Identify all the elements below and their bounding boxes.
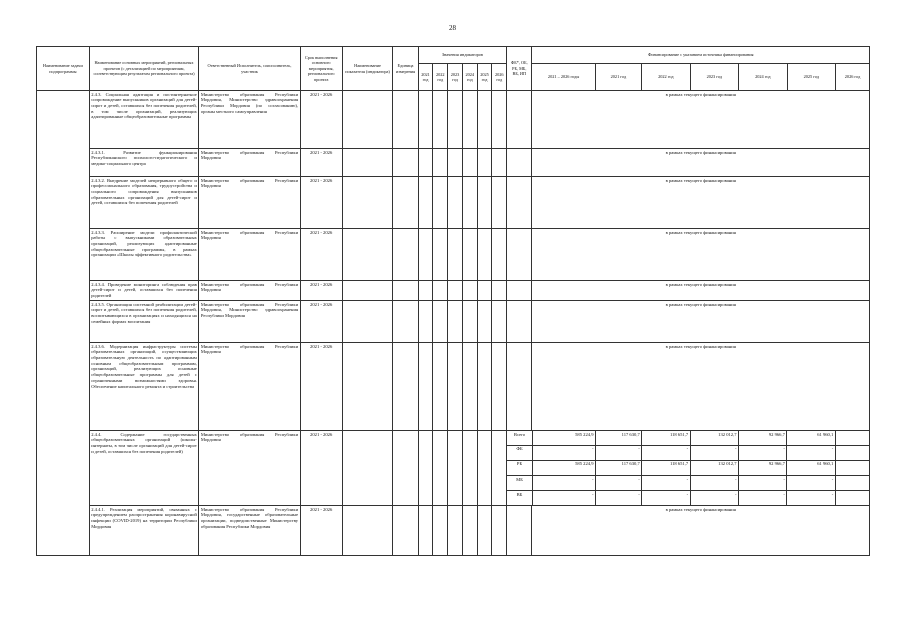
responsible-cell: Министерство образования Республики Мордовия xyxy=(199,281,300,301)
table-row xyxy=(37,281,870,301)
fin-year-header: 2026 год xyxy=(836,64,870,91)
activity-cell: 2.4.4. Содержание государственных общеобразовательных организаций (школы-интернаты, в том числе организаций для детей-сирот и детей, оставшихся без попечения родителей) xyxy=(89,431,199,506)
header-responsible: Ответственный Исполнитель, соисполнитель, участник xyxy=(199,47,300,91)
budget-empty xyxy=(835,445,869,460)
budget-value: - xyxy=(739,445,787,460)
budget-value: - xyxy=(690,491,738,505)
activity-cell: 2.4.3.2. Внедрение моделей непрерывного общего и профессионального образования, трудоустройства и социального сопровождения выпускников образовательных организаций для детей-сирот и детей, оставшихся без попечения родителей xyxy=(89,177,199,229)
budget-empty xyxy=(835,460,869,475)
budget-table xyxy=(507,431,869,505)
budget-row xyxy=(507,460,869,475)
budget-source: Всего xyxy=(507,431,532,445)
budget-source: РБ xyxy=(507,460,532,475)
budget-value: 92 966,7 xyxy=(739,431,787,445)
financing-cell: в рамках текущего финансирования xyxy=(532,149,870,177)
financing-cell: в рамках текущего финансирования xyxy=(532,281,870,301)
year-header: 2024 год xyxy=(462,64,477,91)
financing-cell: в рамках текущего финансирования xyxy=(532,343,870,431)
table-row xyxy=(37,343,870,431)
budget-value: 132 012,7 xyxy=(690,460,738,475)
period-cell: 2021 - 2026 xyxy=(300,301,342,343)
responsible-cell: Министерство образования Республики Мордовия, государственные образовательные организации, подведомственные Министерству образования Республики Мордовия xyxy=(199,506,300,556)
fin-year-header: 2025 год xyxy=(787,64,836,91)
budget-value: - xyxy=(596,445,642,460)
budget-value: 132 012,7 xyxy=(690,431,738,445)
page-number: 28 xyxy=(449,24,456,32)
fin-year-header: 2024 год xyxy=(739,64,788,91)
budget-value: 92 966,7 xyxy=(739,460,787,475)
table-row xyxy=(37,177,870,229)
activity-cell: 2.4.3.6. Модернизация инфраструктуры системы образовательных организаций, осуществляющих образовательную деятельность по адаптированным основным общеобразовательным программам, организаций, реализующих основные общеобразовательные программы для детей с ограниченными возможностями здоровья. Обеспечение капитального ремонта и строительства xyxy=(89,343,199,431)
year-header: 2021 год xyxy=(418,64,433,91)
table-row xyxy=(37,506,870,556)
budget-value: 61 960,1 xyxy=(787,460,835,475)
budget-empty xyxy=(835,491,869,505)
budget-value: - xyxy=(642,445,690,460)
header-indicator: Наименование показателя (индикатора) xyxy=(342,47,393,91)
activity-cell: 2.4.3.1. Развитие функционирования Республиканского психолого-педагогического и медико-социального центра xyxy=(89,149,199,177)
financing-cell: в рамках текущего финансирования xyxy=(532,177,870,229)
activity-cell: 2.4.3.4. Проведение мониторинга соблюдения прав детей-сирот и детей, оставшихся без попечения родителей xyxy=(89,281,199,301)
responsible-cell: Министерство образования Республики Мордовия xyxy=(199,177,300,229)
budget-value: - xyxy=(532,476,595,491)
budget-value: - xyxy=(787,491,835,505)
task-cell xyxy=(37,91,90,556)
activity-cell: 2.4.3.5. Организация системной реабилитации детей-сирот и детей, оставшихся без попечения родителей, воспитывающихся в организациях и находящихся на семейных формах воспитания xyxy=(89,301,199,343)
budget-value: 585 224,9 xyxy=(532,431,595,445)
budget-empty xyxy=(835,476,869,491)
budget-row xyxy=(507,445,869,460)
table-row xyxy=(37,91,870,149)
budget-value: - xyxy=(787,445,835,460)
budget-block xyxy=(507,431,870,506)
budget-value: 585 224,9 xyxy=(532,460,595,475)
period-cell: 2021 - 2026 xyxy=(300,343,342,431)
year-header: 2023 год xyxy=(448,64,463,91)
table-row xyxy=(37,301,870,343)
activity-cell: 2.4.3.3. Расширение модели профилактической работы с выпускниками образовательных организаций, реализующих адаптированные общеобразовательные программы, в рамках организации «Школы эффективного родительства» xyxy=(89,229,199,281)
responsible-cell: Министерство образования Республики Мордовия, Министерство здравоохранения Республики Мордовия (по согласованию), органы местного самоуправления xyxy=(199,91,300,149)
financing-cell: в рамках текущего финансирования xyxy=(532,91,870,149)
year-header: 2026 год xyxy=(492,64,507,91)
budget-value: - xyxy=(690,476,738,491)
table-row xyxy=(37,229,870,281)
activity-cell: 2.4.4.1. Реализация мероприятий, связанных с предупреждением распространения коронавирусной инфекции (COVID-2019) на территории Республики Мордовия xyxy=(89,506,199,556)
budget-value: - xyxy=(642,476,690,491)
budget-row xyxy=(507,476,869,491)
header-task: Наименование задачи подпрограммы xyxy=(37,47,90,91)
budget-row xyxy=(507,491,869,505)
financing-cell: в рамках текущего финансирования xyxy=(532,301,870,343)
period-cell: 2021 - 2026 xyxy=(300,149,342,177)
program-table xyxy=(36,46,870,556)
budget-value: 117 630,7 xyxy=(596,460,642,475)
period-cell: 2021 - 2026 xyxy=(300,177,342,229)
budget-value: - xyxy=(596,476,642,491)
fin-year-header: 2021 год xyxy=(595,64,641,91)
fin-year-header: 2021 – 2026 годы xyxy=(532,64,595,91)
header-target-values: Значения индикаторов xyxy=(418,47,507,64)
responsible-cell: Министерство образования Республики Мордовия xyxy=(199,149,300,177)
responsible-cell: Министерство образования Республики Мордовия xyxy=(199,343,300,431)
fin-year-header: 2022 год xyxy=(642,64,691,91)
financing-cell: в рамках текущего финансирования xyxy=(532,506,870,556)
fin-year-header: 2023 год xyxy=(690,64,739,91)
header-unit: Единица измерения xyxy=(393,47,418,91)
budget-value: - xyxy=(642,491,690,505)
table-row xyxy=(37,149,870,177)
header-financing: Финансирование с указанием источника финансирования xyxy=(532,47,870,64)
table-row xyxy=(37,431,870,506)
budget-value: - xyxy=(739,491,787,505)
year-header: 2025 год xyxy=(477,64,492,91)
responsible-cell: Министерство образования Республики Мордовия xyxy=(199,431,300,506)
year-header: 2022 год xyxy=(433,64,448,91)
budget-value: - xyxy=(596,491,642,505)
header-deadline: Срок выполнения основного мероприятия, регионального проекта xyxy=(300,47,342,91)
budget-value: - xyxy=(787,476,835,491)
budget-value: 61 960,1 xyxy=(787,431,835,445)
budget-value: 118 651,7 xyxy=(642,431,690,445)
budget-value: - xyxy=(739,476,787,491)
activity-cell: 2.4.3. Социальная адаптация и постинтернатное сопровождение выпускников организаций для детей-сирот и детей, оставшихся без попечения родителей, в том числе организаций, реализующих адаптированные общеобразовательные программы xyxy=(89,91,199,149)
budget-value: 117 630,7 xyxy=(596,431,642,445)
budget-value: - xyxy=(532,445,595,460)
responsible-cell: Министерство образования Республики Мордовия xyxy=(199,229,300,281)
period-cell: 2021 - 2026 xyxy=(300,91,342,149)
budget-row xyxy=(507,431,869,445)
period-cell: 2021 - 2026 xyxy=(300,281,342,301)
budget-value: - xyxy=(532,491,595,505)
budget-source: ВБ xyxy=(507,491,532,505)
budget-value: - xyxy=(690,445,738,460)
budget-source: ФБ xyxy=(507,445,532,460)
budget-value: 118 651,7 xyxy=(642,460,690,475)
period-cell: 2021 - 2026 xyxy=(300,229,342,281)
header-budget-source: ФБ*, ОБ, РБ, МБ, ВБ, ИП xyxy=(507,47,532,91)
period-cell: 2021 - 2026 xyxy=(300,431,342,506)
financing-cell: в рамках текущего финансирования xyxy=(532,229,870,281)
budget-source: МБ xyxy=(507,476,532,491)
period-cell: 2021 - 2026 xyxy=(300,506,342,556)
header-activities: Наименование основных мероприятий, региональных проектов (с детализацией по мероприятиям, соответствующим результатам регионального проекта) xyxy=(89,47,199,91)
budget-empty xyxy=(835,431,869,445)
responsible-cell: Министерство образования Республики Мордовия, Министерство здравоохранения Республики Мордовия xyxy=(199,301,300,343)
